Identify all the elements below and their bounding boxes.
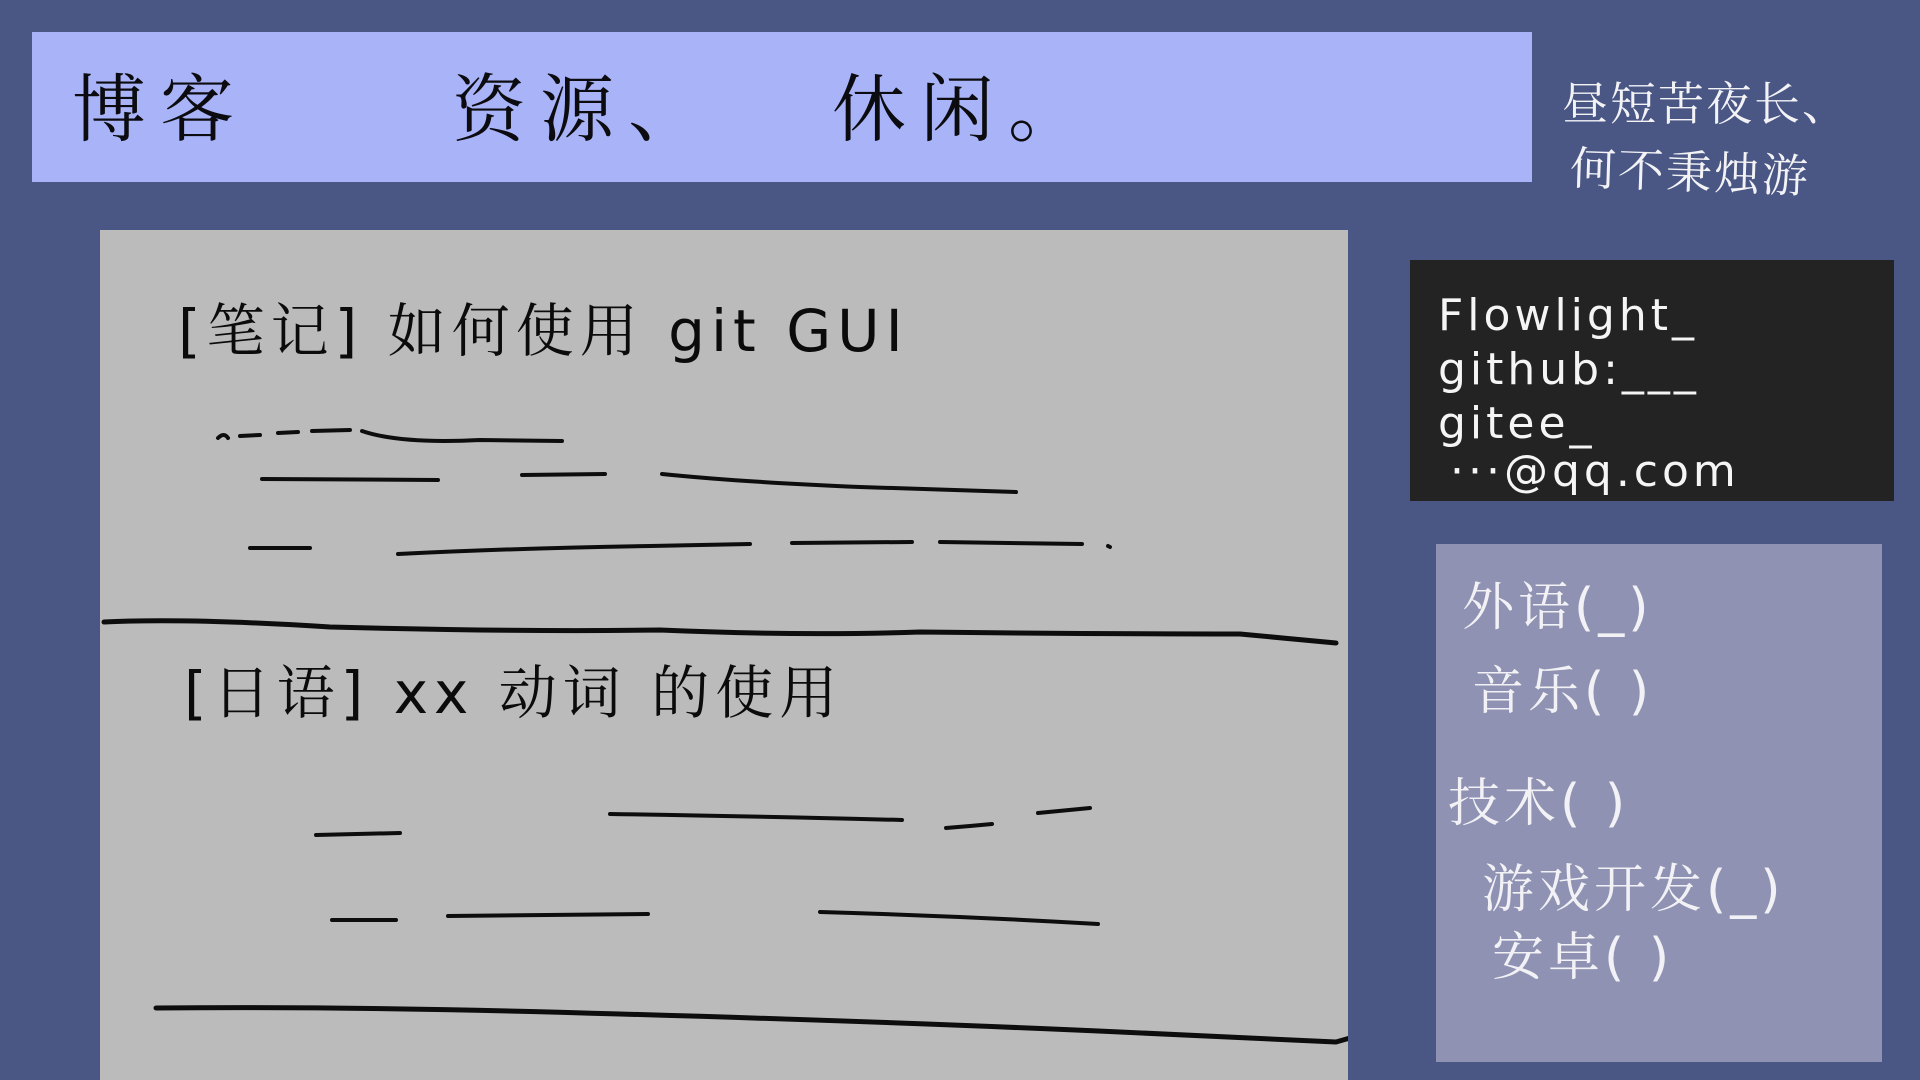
post-2-excerpt-line	[332, 912, 1098, 924]
category-item-music[interactable]: 音乐( )	[1472, 662, 1654, 722]
post-divider	[156, 1008, 1348, 1042]
post-1-excerpt-line	[262, 474, 1016, 492]
post-divider	[104, 621, 1336, 643]
post-list	[100, 230, 1348, 1080]
gitee-link[interactable]: gitee_	[1438, 398, 1596, 449]
author-name: Flowlight_	[1438, 290, 1698, 341]
email-link[interactable]: ···@qq.com	[1450, 446, 1740, 497]
category-item-tech[interactable]: 技术( )	[1448, 774, 1630, 834]
category-item-android[interactable]: 安卓( )	[1492, 928, 1674, 988]
post-1-excerpt-line	[250, 542, 1110, 554]
post-title-1[interactable]: [笔记] 如何使用 git GUI	[178, 297, 909, 365]
category-item-game-dev[interactable]: 游戏开发(_)	[1482, 860, 1785, 920]
nav-link-blog[interactable]: 博客	[72, 67, 248, 153]
top-nav	[32, 32, 1532, 182]
nav-link-resources[interactable]: 资源、	[452, 67, 716, 153]
motto-line-1: 昼短苦夜长、	[1562, 77, 1850, 131]
post-1-excerpt-line	[218, 430, 562, 441]
motto-line-2: 何不秉烛游	[1569, 141, 1811, 204]
nav-link-leisure[interactable]: 休闲。	[832, 67, 1096, 153]
category-panel	[1436, 544, 1882, 1062]
post-2-excerpt-line	[316, 808, 1090, 835]
github-link[interactable]: github:___	[1438, 344, 1700, 395]
contact-card	[1410, 260, 1894, 501]
category-item-foreign-language[interactable]: 外语(_)	[1462, 578, 1653, 638]
site-motto	[1562, 72, 1912, 204]
post-title-2[interactable]: [日语] xx 动词 的使用	[184, 659, 844, 727]
